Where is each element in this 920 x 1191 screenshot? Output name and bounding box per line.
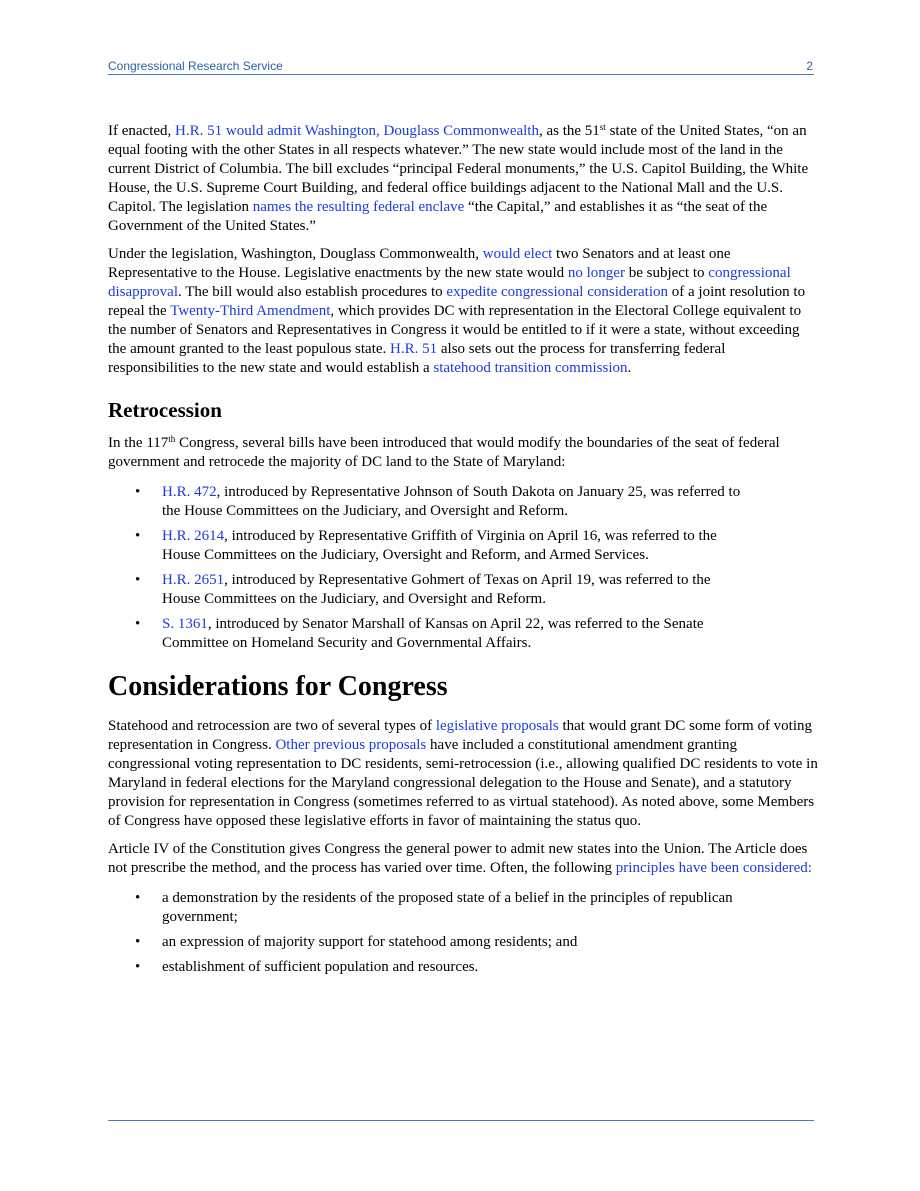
link-bill-s1361[interactable]: S. 1361 [162, 616, 208, 632]
bullet: • [135, 572, 141, 588]
page-number: 2 [806, 59, 813, 73]
list-item-text: a demonstration by the residents of the proposed state of a belief in the principles of republican government; [162, 890, 733, 925]
superscript: st [599, 122, 606, 132]
link-congressional-disapproval[interactable]: congressional disapproval [108, 265, 791, 300]
link-hr51-admit[interactable]: H.R. 51 would admit Washington, Douglass Commonwealth [175, 123, 539, 139]
text-run: also sets out the process for transferring federal responsibilities to the new state and would establish a [108, 341, 726, 376]
list-item [108, 889, 818, 927]
text-run: If enacted, [108, 123, 176, 139]
paragraph-voting-representation [108, 717, 818, 831]
bullet: • [135, 959, 141, 975]
paragraph-legislation-effects [108, 245, 818, 378]
bullet: • [135, 934, 141, 950]
link-other-proposals[interactable]: Other previous proposals [275, 737, 427, 753]
paragraph-retrocession-intro [108, 434, 818, 472]
text-run: . The bill would also establish procedures to [177, 284, 447, 300]
list-item [108, 483, 818, 521]
link-bill-hr2614[interactable]: H.R. 2614 [162, 528, 225, 544]
list-item [108, 958, 818, 977]
bullet: • [135, 484, 141, 500]
list-item-text: an expression of majority support for statehood among residents; and [162, 934, 578, 950]
list-item-text [162, 571, 752, 609]
link-principles[interactable]: principles have been considered: [615, 860, 812, 876]
list-item [108, 571, 818, 609]
list-item-text [162, 483, 752, 521]
superscript: th [168, 434, 176, 444]
bullet: • [135, 616, 141, 632]
heading-considerations: Considerations for Congress [108, 671, 448, 702]
list-item-text: establishment of sufficient population and resources. [162, 959, 479, 975]
link-bill-hr472[interactable]: H.R. 472 [162, 484, 217, 500]
header-publisher: Congressional Research Service [108, 59, 283, 73]
link-hr51[interactable]: H.R. 51 [390, 341, 438, 357]
text-run: In the 117 [108, 435, 169, 451]
text-run: two Senators and at least one Representative to the House. Legislative enactments by the new state would [108, 246, 731, 281]
link-would-elect[interactable]: would elect [482, 246, 553, 262]
link-no-longer[interactable]: no longer [567, 265, 625, 281]
text-run: of a joint resolution to repeal the [108, 284, 806, 319]
list-item [108, 933, 818, 952]
text-run: have included a constitutional amendment granting congressional voting representation to DC residents, semi-retrocession (i.e., allowing qualified DC residents to vote in Maryland in federal elections for the Maryland congressional delegation to the House and Senate), and a statutory provision for representation in Congress (sometimes referred to as virtual statehood). As noted above, some Members of Congress have opposed these legislative efforts in favor of maintaining the status quo. [108, 737, 818, 829]
link-federal-enclave[interactable]: names the resulting federal enclave [252, 199, 465, 215]
text-run: “the Capital,” and establishes it as “the seat of the Government of the United States.” [108, 199, 768, 234]
list-item [108, 527, 818, 565]
paragraph-article-iv [108, 840, 818, 878]
footer-rule [108, 1120, 814, 1121]
list-item-text [162, 527, 752, 565]
text-run: . [627, 360, 632, 376]
text-run: , introduced by Representative Griffith of Virginia on April 16, was referred to the House Committees on the Judiciary, Oversight and Reform, and Armed Services. [162, 528, 717, 563]
text-run: be subject to [624, 265, 709, 281]
text-run: state of the United States, “on an equal footing with the other States in all respects whatever.” The new state would include most of the land in the current District of Columbia. The bill excludes “principal Federal monuments,” the U.S. Capitol Building, the White House, the U.S. Supreme Court Building, and federal office buildings adjacent to the National Mall and the U.S. Capitol. The legislation [108, 123, 809, 215]
bullet: • [135, 890, 141, 906]
text-run: Article IV of the Constitution gives Congress the general power to admit new states into the Union. The Article does not prescribe the method, and the process has varied over time. Often, the following [108, 841, 808, 876]
text-run: that would grant DC some form of voting representation in Congress. [108, 718, 813, 753]
heading-retrocession: Retrocession [108, 398, 222, 422]
text-run: , introduced by Representative Johnson of South Dakota on January 25, was referred to the House Committees on the Judiciary, and Oversight and Reform. [162, 484, 741, 519]
text-run: , which provides DC with representation in the Electoral College equivalent to the number of Senators and Representatives in Congress it would be entitled to if it were a state, without exceeding the amount granted to the least populous state. [108, 303, 802, 357]
link-bill-hr2651[interactable]: H.R. 2651 [162, 572, 225, 588]
document-body [108, 122, 818, 983]
principles-list [108, 889, 818, 977]
page-header [108, 58, 814, 75]
text-run: , introduced by Representative Gohmert of Texas on April 19, was referred to the House Committees on the Judiciary, and Oversight and Reform. [162, 572, 711, 607]
text-run: Statehood and retrocession are two of several types of [108, 718, 436, 734]
retrocession-bill-list [108, 483, 818, 653]
text-run: , as the 51 [538, 123, 600, 139]
bullet: • [135, 528, 141, 544]
list-item-text [162, 615, 752, 653]
list-item [108, 615, 818, 653]
text-run: Congress, several bills have been introduced that would modify the boundaries of the seat of federal government and retrocede the majority of DC land to the State of Maryland: [108, 435, 780, 470]
link-legislative-proposals[interactable]: legislative proposals [435, 718, 559, 734]
link-expedite-consideration[interactable]: expedite congressional consideration [446, 284, 669, 300]
text-run: Under the legislation, Washington, Douglass Commonwealth, [108, 246, 483, 262]
link-twenty-third-amendment[interactable]: Twenty-Third Amendment [170, 303, 331, 319]
link-transition-commission[interactable]: statehood transition commission [433, 360, 628, 376]
text-run: , introduced by Senator Marshall of Kansas on April 22, was referred to the Senate Committee on Homeland Security and Governmental Affairs. [162, 616, 704, 651]
paragraph-hr51-admission [108, 122, 818, 236]
